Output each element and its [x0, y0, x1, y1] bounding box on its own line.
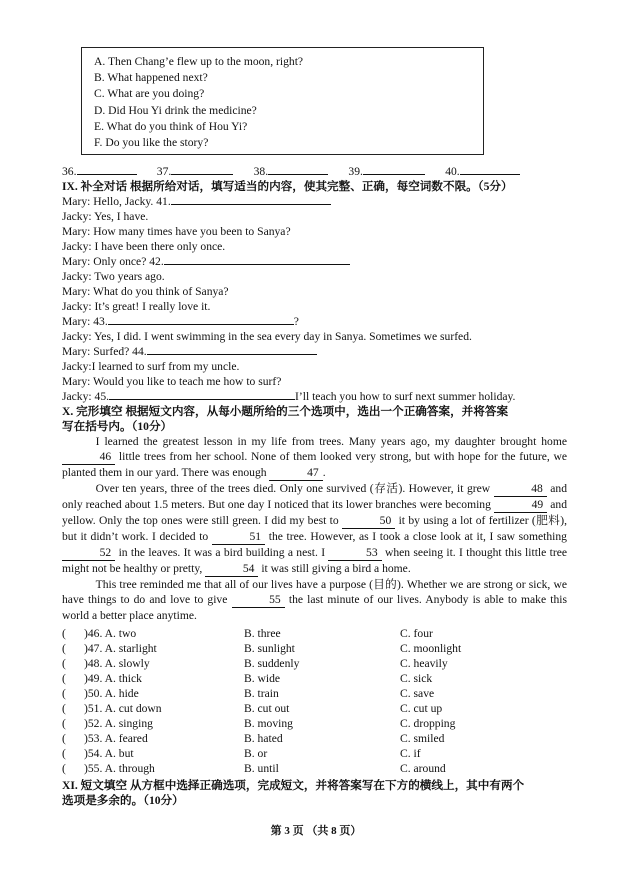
options-box — [81, 47, 484, 155]
answer-39-label: 39. — [348, 165, 363, 178]
answer-45-blank[interactable] — [109, 389, 295, 400]
blank-46[interactable]: 46 — [62, 449, 115, 465]
dialogue-line: Mary: 43. ? — [62, 315, 299, 328]
question-row: ( )55. A. through B. until C. around — [62, 762, 446, 775]
question-row: ( )49. A. thick B. wide C. sick — [62, 672, 433, 685]
dialogue-line: Jacky: Yes, I did. I went swimming in the sea every day in Sanya. Sometimes we surfed. — [62, 330, 472, 343]
section-11-title: XI. 短文填空 从方框中选择正确选项，完成短文，并将答案写在下方的横线上，其中有两个 — [62, 779, 525, 792]
answer-blanks — [62, 164, 622, 178]
cloze-options — [62, 626, 582, 776]
section-9-title: IX. 补全对话 根据所给对话，填写适当的内容，使其完整、正确，每空词数不限。（5分） — [62, 180, 513, 193]
answer-42-blank[interactable] — [164, 254, 350, 265]
question-row: ( )54. A. but B. or C. if — [62, 747, 421, 760]
section-11-title-cont: 选项是多余的。（10分） — [62, 794, 184, 807]
option-a: A. Then Chang’e flew up to the moon, right? — [94, 55, 304, 68]
answer-bracket[interactable]: ( — [62, 717, 66, 730]
answer-38-blank[interactable] — [268, 164, 328, 175]
blank-52[interactable]: 52 — [62, 545, 115, 561]
dialogue-line: Jacky: Two years ago. — [62, 270, 165, 283]
answer-bracket[interactable]: ( — [62, 672, 66, 685]
answer-36-blank[interactable] — [77, 164, 137, 175]
question-row: ( )53. A. feared B. hated C. smiled — [62, 732, 445, 745]
option-d: D. Did Hou Yi drink the medicine? — [94, 103, 257, 117]
dialogue-line: Mary: Only once? 42. — [62, 254, 632, 269]
blank-55[interactable]: 55 — [232, 592, 285, 608]
question-row: ( )50. A. hide B. train C. save — [62, 687, 435, 700]
blank-51[interactable]: 51 — [212, 529, 265, 545]
option-b: B. What happened next? — [94, 71, 208, 85]
dialogue-line: Mary: Would you like to teach me how to surf? — [62, 375, 282, 388]
dialogue-line: Jacky: I have been there only once. — [62, 240, 226, 253]
dialogue-line: Mary: Surfed? 44. — [62, 344, 632, 359]
answer-44-blank[interactable] — [147, 344, 317, 355]
blank-49[interactable]: 49 — [494, 497, 547, 513]
blank-47[interactable]: 47 — [269, 465, 322, 481]
option-e: E. What do you think of Hou Yi? — [94, 119, 248, 133]
question-row: ( )47. A. starlight B. sunlight C. moonlight — [62, 642, 462, 655]
answer-40-blank[interactable] — [460, 164, 520, 175]
blank-48[interactable]: 48 — [494, 481, 547, 497]
answer-bracket[interactable]: ( — [62, 747, 66, 760]
section-10-title: X. 完形填空 根据短文内容，从每小题所给的三个选项中，选出一个正确答案，并将答案 — [62, 405, 509, 418]
cloze-paragraph-2: Over ten years, three of the trees died. Only one survived (存活). However, it grew 48 and only reached about 1.5 meters. But one day I noticed that its lower branches were becoming 49 and yellow. Only the top ones were still green. I did my best to 50 it by using a lot of fertilizer (肥料), but it didn’t work. I decided to 51 the tree. However, as I took a close look at it, I saw something 52 in the leaves. It was a bird building a nest. I 53 when seeing it. I thought this little tree might not be healthy or pretty, 54 it was still giving a bird a home. — [62, 482, 568, 575]
blank-54[interactable]: 54 — [205, 561, 258, 577]
dialogue-line: Mary: Hello, Jacky. 41. — [62, 194, 632, 209]
answer-bracket[interactable]: ( — [62, 702, 66, 715]
answer-39-blank[interactable] — [363, 164, 425, 175]
answer-bracket[interactable]: ( — [62, 687, 66, 700]
answer-41-blank[interactable] — [171, 194, 331, 205]
question-row: ( )51. A. cut down B. cut out C. cut up — [62, 702, 443, 715]
dialogue-line: Mary: How many times have you been to Sanya? — [62, 225, 291, 238]
cloze-passage — [62, 434, 567, 623]
answer-bracket[interactable]: ( — [62, 657, 66, 670]
answer-37-blank[interactable] — [171, 164, 233, 175]
dialogue-line: Jacky: It’s great! I really love it. — [62, 300, 211, 313]
section-10-title-cont: 写在括号内。（10分） — [62, 420, 173, 433]
dialogue-line: Jacky: 45. I’ll teach you how to surf next summer holiday. — [62, 390, 516, 403]
answer-40-label: 40. — [445, 165, 460, 178]
question-row: ( )46. A. two B. three C. four — [62, 627, 433, 640]
cloze-paragraph-3: This tree reminded me that all of our lives have a purpose (目的). Whether we are strong or sick, we have things to do and love to give 55 the last minute of our lives. Anybody is able to make this world a better place anytime. — [62, 578, 567, 622]
dialogue-line: Mary: What do you think of Sanya? — [62, 285, 229, 298]
answer-bracket[interactable]: ( — [62, 642, 66, 655]
blank-50[interactable]: 50 — [342, 513, 395, 529]
question-row: ( )48. A. slowly B. suddenly C. heavily — [62, 657, 448, 670]
dialogue-line: Jacky:I learned to surf from my uncle. — [62, 360, 240, 373]
cloze-paragraph-1: I learned the greatest lesson in my life from trees. Many years ago, my daughter brought home 46 little trees from her school. None of them looked very strong, but with hope for the future, we planted them in our yard. There was enough 47 . — [62, 435, 568, 479]
question-row: ( )52. A. singing B. moving C. dropping — [62, 717, 456, 730]
answer-37-label: 37. — [156, 165, 172, 178]
answer-bracket[interactable]: ( — [62, 627, 66, 640]
answer-bracket[interactable]: ( — [62, 762, 66, 775]
dialogue-line: Jacky: Yes, I have. — [62, 210, 149, 223]
answer-bracket[interactable]: ( — [62, 732, 66, 745]
answer-38-label: 38. — [253, 165, 269, 178]
answer-43-blank[interactable] — [108, 314, 294, 325]
page-footer: 第 3 页 （共 8 页） — [270, 825, 362, 837]
answer-36-label: 36. — [62, 165, 77, 178]
option-f: F. Do you like the story? — [94, 136, 209, 150]
blank-53[interactable]: 53 — [328, 545, 381, 561]
option-c: C. What are you doing? — [94, 87, 205, 101]
